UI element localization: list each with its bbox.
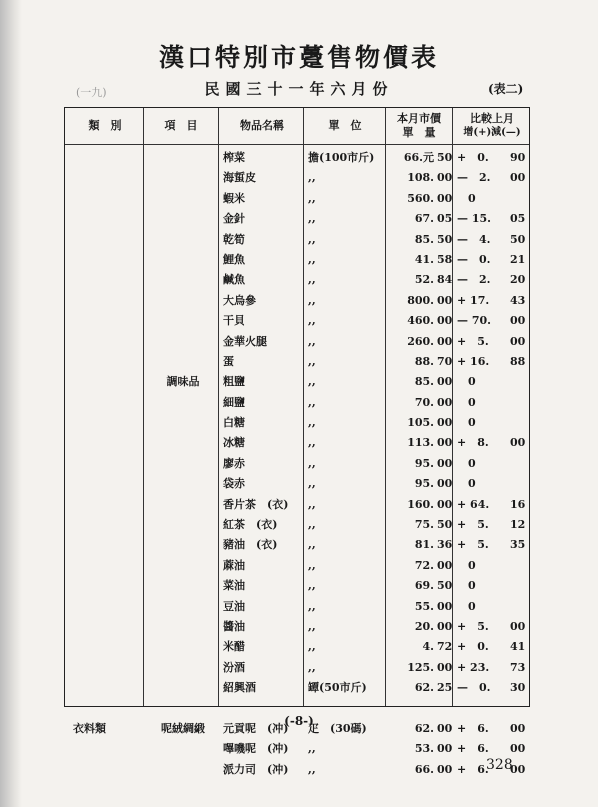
table-row xyxy=(65,413,529,433)
cell-yuan: 66. xyxy=(414,762,434,776)
table-row xyxy=(65,760,529,780)
cell-chf: 00 xyxy=(510,314,526,328)
cell-chg: 0 xyxy=(457,375,476,389)
cell-unit: ,, xyxy=(308,538,316,552)
cell-yuan: 53. xyxy=(414,742,434,756)
cell-yuan: 55. xyxy=(414,599,434,613)
cell-yuan: 108. xyxy=(407,171,434,185)
table-row xyxy=(65,291,529,311)
cell-fen: 70 xyxy=(437,354,453,368)
table-number: (表二) xyxy=(488,82,524,96)
cell-fen: 00 xyxy=(437,314,453,328)
cell-chg: + 6. xyxy=(457,721,489,735)
cell-name: 金華火腿 xyxy=(223,334,267,348)
cell-fen: 00 xyxy=(437,436,453,450)
cell-sub: 調味品 xyxy=(166,375,200,389)
cell-yuan: 560. xyxy=(407,191,434,205)
cell-chf: 88 xyxy=(510,354,526,368)
table-row xyxy=(65,515,529,535)
cell-name: 紅茶 (衣) xyxy=(223,518,278,532)
cell-name: 袋赤 xyxy=(223,477,245,491)
cell-chg: + 64. xyxy=(457,497,490,511)
cell-chg: + 5. xyxy=(457,334,489,348)
header-change: 比較上月 xyxy=(470,112,514,125)
cell-fen: 00 xyxy=(437,660,453,674)
cell-chg: + 5. xyxy=(457,538,489,552)
cell-yuan: 72. xyxy=(414,558,434,572)
cell-fen: 00 xyxy=(437,762,453,776)
cell-unit: ,, xyxy=(308,334,316,348)
cell-yuan: 69. xyxy=(414,579,434,593)
cell-unit: ,, xyxy=(308,477,316,491)
cell-yuan: 85. xyxy=(414,375,434,389)
cell-fen: 50 xyxy=(437,579,453,593)
cell-name: 豬油 (衣) xyxy=(223,538,278,552)
cell-yuan: 70. xyxy=(414,395,434,409)
cell-yuan: 81. xyxy=(414,538,434,552)
cell-yuan: 41. xyxy=(414,252,434,266)
cell-name: 海蜇皮 xyxy=(223,171,256,185)
cell-unit: ,, xyxy=(308,375,316,389)
cell-yuan: 62. xyxy=(414,721,434,735)
cell-unit: ,, xyxy=(308,742,316,756)
cell-chf: 41 xyxy=(510,640,526,654)
cell-fen: 00 xyxy=(437,293,453,307)
cell-name: 白糖 xyxy=(223,416,245,430)
cell-yuan: 125. xyxy=(407,660,434,674)
cell-name: 紹興酒 xyxy=(223,681,256,695)
cell-chf: 90 xyxy=(510,151,526,164)
cell-unit: ,, xyxy=(308,395,316,409)
cell-name: 蛋 xyxy=(223,354,234,368)
table-row xyxy=(65,250,529,270)
cell-chg: + 8. xyxy=(457,436,489,450)
cell-fen: 50 xyxy=(437,232,453,246)
table-row xyxy=(65,230,529,250)
cell-name: 米醋 xyxy=(223,640,245,654)
cell-chf: 00 xyxy=(510,334,526,348)
header-item-name: 物品名稱 xyxy=(240,119,284,132)
cell-chf: 35 xyxy=(510,538,526,552)
header-unit: 單 位 xyxy=(328,119,362,132)
footer-number: (-8-) xyxy=(284,714,314,728)
cell-chg: + 23. xyxy=(457,660,490,674)
table-row xyxy=(65,148,529,168)
cell-name: 豆油 xyxy=(223,599,245,613)
cell-unit: ,, xyxy=(308,273,316,287)
table-row xyxy=(65,372,529,392)
cell-unit: ,, xyxy=(308,354,316,368)
header-divider xyxy=(65,144,529,145)
cell-unit: ,, xyxy=(308,599,316,613)
cell-name: 榨菜 xyxy=(223,151,245,164)
cell-fen: 00 xyxy=(437,375,453,389)
cell-chf: 16 xyxy=(510,497,526,511)
table-row xyxy=(65,617,529,637)
cell-unit: ,, xyxy=(308,762,316,776)
cell-unit: ,, xyxy=(308,579,316,593)
cell-yuan: 95. xyxy=(414,456,434,470)
table-row xyxy=(65,739,529,759)
table-row xyxy=(65,576,529,596)
cell-chg: + 6. xyxy=(457,742,489,756)
cell-yuan: 88. xyxy=(414,354,434,368)
cell-chg: + 16. xyxy=(457,354,490,368)
cell-name: 細鹽 xyxy=(223,395,245,409)
table-row xyxy=(65,474,529,494)
table-row xyxy=(65,637,529,657)
cell-chf: 00 xyxy=(510,436,526,450)
cell-unit: ,, xyxy=(308,293,316,307)
table-row xyxy=(65,658,529,678)
cell-unit: ,, xyxy=(308,640,316,654)
cell-chg: 0 xyxy=(457,456,476,470)
cell-chg: — 15. xyxy=(457,212,491,226)
cell-fen: 84 xyxy=(437,273,453,287)
table-row xyxy=(65,189,529,209)
cell-cat: 衣料類 xyxy=(73,721,106,735)
cell-unit: ,, xyxy=(308,619,316,633)
cell-unit: ,, xyxy=(308,314,316,328)
left-mark: (一九) xyxy=(76,86,107,99)
table-row xyxy=(65,209,529,229)
cell-fen: 72 xyxy=(437,640,453,654)
cell-yuan: 62. xyxy=(414,681,434,695)
cell-unit: ,, xyxy=(308,497,316,511)
cell-chg: — 70. xyxy=(457,314,491,328)
cell-unit: ,, xyxy=(308,436,316,450)
table-row xyxy=(65,433,529,453)
cell-chg: 0 xyxy=(457,395,476,409)
cell-fen: 00 xyxy=(437,456,453,470)
cell-name: 鯉魚 xyxy=(223,252,245,266)
cell-chf: 30 xyxy=(510,681,526,695)
cell-chf: 05 xyxy=(510,212,526,226)
table-row xyxy=(65,454,529,474)
cell-name: 大烏參 xyxy=(223,293,256,307)
cell-fen: 36 xyxy=(437,538,453,552)
table-row xyxy=(65,311,529,331)
cell-yuan: 460. xyxy=(407,314,434,328)
cell-chf: 20 xyxy=(510,273,526,287)
cell-name: 醬油 xyxy=(223,619,245,633)
cell-yuan: 85. xyxy=(414,232,434,246)
cell-chg: 0 xyxy=(457,191,476,205)
cell-fen: 05 xyxy=(437,212,453,226)
cell-fen: 58 xyxy=(437,252,453,266)
cell-unit: ,, xyxy=(308,456,316,470)
cell-unit: ,, xyxy=(308,252,316,266)
header-subcategory: 項 目 xyxy=(164,119,198,132)
cell-name: 嗶嘰呢 (冲) xyxy=(223,742,289,756)
cell-unit: 疋 (30碼) xyxy=(308,721,367,735)
cell-yuan: 75. xyxy=(414,518,434,532)
cell-chg: + 5. xyxy=(457,518,489,532)
cell-yuan: 67. xyxy=(414,212,434,226)
table-body xyxy=(65,148,529,780)
cell-fen: 00 xyxy=(437,599,453,613)
cell-chg: 0 xyxy=(457,558,476,572)
cell-chf: 50 xyxy=(510,232,526,246)
table-row xyxy=(65,597,529,617)
cell-yuan: 52. xyxy=(414,273,434,287)
cell-unit: 罈(50市斤) xyxy=(308,681,367,695)
cell-name: 干貝 xyxy=(223,314,245,328)
cell-name: 廖赤 xyxy=(223,456,245,470)
cell-fen: 50 xyxy=(437,518,453,532)
cell-unit: ,, xyxy=(308,171,316,185)
cell-fen: 00 xyxy=(437,334,453,348)
cell-chg: + 0. xyxy=(457,151,489,164)
page-binding-shadow xyxy=(0,0,22,807)
cell-name: 金針 xyxy=(223,212,245,226)
table-row xyxy=(65,556,529,576)
cell-chg: + 5. xyxy=(457,619,489,633)
table-row xyxy=(65,495,529,515)
table-row xyxy=(65,332,529,352)
page-subtitle: 民國三十一年六月份 xyxy=(204,80,394,98)
cell-chg: 0 xyxy=(457,477,476,491)
cell-unit: 擔(100市斤) xyxy=(308,151,375,164)
cell-yuan: 160. xyxy=(407,497,434,511)
header-change-sub: 增(+)減(—) xyxy=(463,127,521,138)
cell-sub: 呢絨綢緞 xyxy=(161,721,205,735)
cell-fen: 00 xyxy=(437,497,453,511)
cell-chf: 00 xyxy=(510,742,526,756)
cell-chg: + 0. xyxy=(457,640,489,654)
cell-chg: 0 xyxy=(457,416,476,430)
cell-unit: ,, xyxy=(308,660,316,674)
table-row xyxy=(65,352,529,372)
cell-chf: 00 xyxy=(510,762,526,776)
cell-name: 汾酒 xyxy=(223,660,245,674)
cell-chg: — 0. xyxy=(457,681,491,695)
page-title: 漢口特別市躉售物價表 xyxy=(158,43,439,72)
cell-yuan: 20. xyxy=(414,619,434,633)
cell-yuan: 95. xyxy=(414,477,434,491)
cell-chf: 43 xyxy=(510,293,526,307)
cell-yuan: 4. xyxy=(422,640,434,654)
cell-chg: — 2. xyxy=(457,273,491,287)
cell-name: 蝦米 xyxy=(223,191,245,205)
header-price-sub: 單 量 xyxy=(402,126,436,139)
cell-unit: ,, xyxy=(308,212,316,226)
cell-unit: ,, xyxy=(308,558,316,572)
cell-fen: 00 xyxy=(437,416,453,430)
cell-chg: 0 xyxy=(457,599,476,613)
cell-chg: + 17. xyxy=(457,293,490,307)
cell-unit: ,, xyxy=(308,232,316,246)
cell-chf: 73 xyxy=(510,660,526,674)
cell-fen: 00 xyxy=(437,191,453,205)
cell-name: 蔴油 xyxy=(223,558,245,572)
cell-yuan: 66.元 xyxy=(403,151,434,164)
cell-name: 菜油 xyxy=(223,579,245,593)
table-row xyxy=(65,678,529,698)
cell-fen: 00 xyxy=(437,619,453,633)
cell-yuan: 105. xyxy=(407,416,434,430)
cell-chf: 12 xyxy=(510,518,526,532)
page-number: 328 xyxy=(486,757,513,773)
cell-name: 鹹魚 xyxy=(223,273,245,287)
header-price: 本月市價 xyxy=(397,112,441,125)
cell-chf: 00 xyxy=(510,171,526,185)
header-category: 類 別 xyxy=(88,119,122,132)
table-row xyxy=(65,168,529,188)
cell-chg: — 2. xyxy=(457,171,491,185)
cell-chg: — 4. xyxy=(457,232,491,246)
cell-fen: 00 xyxy=(437,558,453,572)
cell-chg: 0 xyxy=(457,579,476,593)
cell-fen: 00 xyxy=(437,742,453,756)
cell-chf: 21 xyxy=(510,252,526,266)
cell-name: 乾筍 xyxy=(223,232,245,246)
cell-unit: ,, xyxy=(308,416,316,430)
table-row xyxy=(65,270,529,290)
cell-yuan: 260. xyxy=(407,334,434,348)
cell-yuan: 113. xyxy=(407,436,434,450)
cell-yuan: 800. xyxy=(407,293,434,307)
table-row xyxy=(65,535,529,555)
cell-fen: 50 xyxy=(437,151,453,164)
cell-name: 元貢呢 (冲) xyxy=(223,721,289,735)
cell-chg: — 0. xyxy=(457,252,491,266)
table-row xyxy=(65,393,529,413)
cell-fen: 00 xyxy=(437,721,453,735)
cell-unit: ,, xyxy=(308,518,316,532)
cell-name: 派力司 (冲) xyxy=(223,762,289,776)
cell-fen: 00 xyxy=(437,171,453,185)
cell-name: 粗鹽 xyxy=(223,375,245,389)
cell-chf: 00 xyxy=(510,619,526,633)
cell-name: 冰糖 xyxy=(223,436,245,450)
cell-unit: ,, xyxy=(308,191,316,205)
cell-chf: 00 xyxy=(510,721,526,735)
cell-fen: 25 xyxy=(437,681,453,695)
cell-name: 香片茶 (衣) xyxy=(223,497,289,511)
cell-fen: 00 xyxy=(437,477,453,491)
cell-chg: + 6. xyxy=(457,762,489,776)
cell-fen: 00 xyxy=(437,395,453,409)
